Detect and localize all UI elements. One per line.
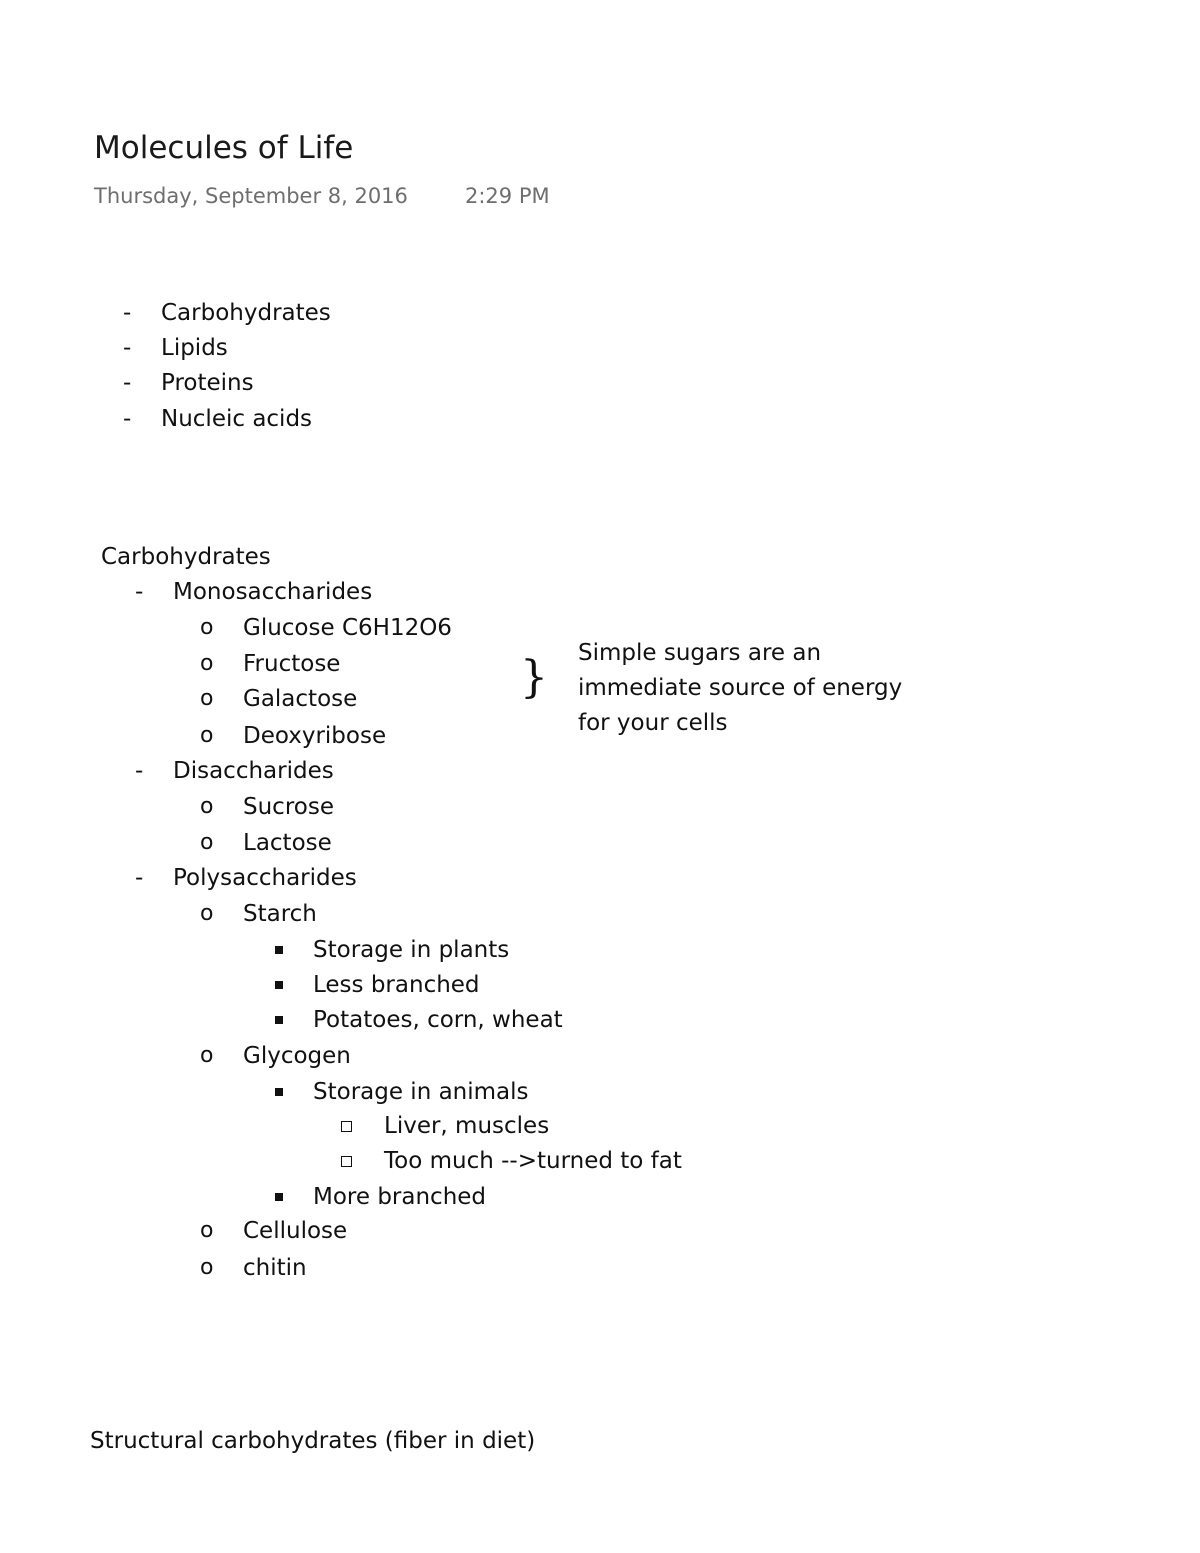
list-item-label: Nucleic acids: [161, 406, 313, 432]
list-item-label: Fructose: [243, 651, 341, 677]
square-bullet-icon: [275, 1016, 283, 1024]
list-item: [0, 647, 500, 681]
list-item-label: Lactose: [243, 830, 332, 856]
list-item-polysaccharides: [0, 861, 800, 895]
list-item-label: Less branched: [313, 972, 480, 998]
dash-bullet: -: [123, 300, 132, 326]
square-bullet-icon: [275, 1193, 283, 1201]
dash-bullet: -: [135, 758, 144, 784]
list-item-glycogen: [0, 1039, 800, 1073]
list-item-label: Potatoes, corn, wheat: [313, 1007, 563, 1033]
curly-brace: }: [520, 652, 548, 703]
list-item-cellulose: [0, 1214, 800, 1248]
circle-bullet: o: [200, 686, 214, 711]
list-item-label: Disaccharides: [173, 758, 334, 784]
circle-bullet: o: [200, 1218, 214, 1243]
list-item: [0, 366, 800, 400]
list-item-label: Lipids: [161, 335, 228, 361]
square-bullet-icon: [275, 1088, 283, 1096]
list-item: [0, 933, 800, 967]
list-item: [0, 1109, 800, 1143]
list-item-label: Too much -->turned to fat: [384, 1148, 682, 1174]
list-item-label: Proteins: [161, 370, 254, 396]
list-item-label: Storage in animals: [313, 1079, 529, 1105]
list-item-starch: [0, 897, 800, 931]
list-item-label: Starch: [243, 901, 317, 927]
list-item: [0, 682, 500, 716]
page-date: Thursday, September 8, 2016: [94, 184, 408, 208]
section-heading-carbohydrates: Carbohydrates: [101, 544, 271, 570]
list-item-monosaccharides: [0, 575, 800, 609]
list-item: [0, 719, 500, 753]
dash-bullet: -: [135, 865, 144, 891]
circle-bullet: o: [200, 723, 214, 748]
next-section-heading: Structural carbohydrates (fiber in diet): [90, 1428, 536, 1454]
circle-bullet: o: [200, 901, 214, 926]
list-item-label: Carbohydrates: [161, 300, 331, 326]
circle-bullet: o: [200, 1255, 214, 1280]
list-item-label: Glycogen: [243, 1043, 351, 1069]
square-bullet-icon: [275, 946, 283, 954]
square-outline-bullet-icon: [341, 1156, 352, 1167]
page-time: 2:29 PM: [465, 184, 550, 208]
list-item: [0, 1075, 800, 1109]
circle-bullet: o: [200, 1043, 214, 1068]
list-item-label: Glucose C6H12O6: [243, 615, 452, 641]
list-item-chitin: [0, 1251, 800, 1285]
list-item-label: Monosaccharides: [173, 579, 373, 605]
circle-bullet: o: [200, 615, 214, 640]
note-line: immediate source of energy: [578, 675, 903, 701]
circle-bullet: o: [200, 794, 214, 819]
list-item: [0, 296, 800, 330]
note-line: Simple sugars are an: [578, 640, 822, 666]
note-line: for your cells: [578, 710, 728, 736]
circle-bullet: o: [200, 651, 214, 676]
side-note: [578, 636, 938, 741]
list-item-label: chitin: [243, 1255, 307, 1281]
list-item-label: Deoxyribose: [243, 723, 387, 749]
list-item-label: More branched: [313, 1184, 487, 1210]
list-item-label: Liver, muscles: [384, 1113, 550, 1139]
page-title: Molecules of Life: [94, 130, 354, 166]
list-item: [0, 331, 800, 365]
list-item: [0, 1144, 800, 1178]
dash-bullet: -: [123, 370, 132, 396]
list-item-label: Galactose: [243, 686, 358, 712]
dash-bullet: -: [123, 406, 132, 432]
dash-bullet: -: [123, 335, 132, 361]
list-item-label: Cellulose: [243, 1218, 348, 1244]
list-item: [0, 1003, 800, 1037]
square-outline-bullet-icon: [341, 1121, 352, 1132]
list-item-disaccharides: [0, 754, 800, 788]
square-bullet-icon: [275, 981, 283, 989]
circle-bullet: o: [200, 830, 214, 855]
list-item-label: Polysaccharides: [173, 865, 357, 891]
list-item: [0, 968, 800, 1002]
list-item: [0, 1180, 800, 1214]
list-item: [0, 790, 800, 824]
dash-bullet: -: [135, 579, 144, 605]
list-item: [0, 402, 800, 436]
list-item: [0, 826, 800, 860]
list-item-label: Storage in plants: [313, 937, 510, 963]
list-item-label: Sucrose: [243, 794, 334, 820]
